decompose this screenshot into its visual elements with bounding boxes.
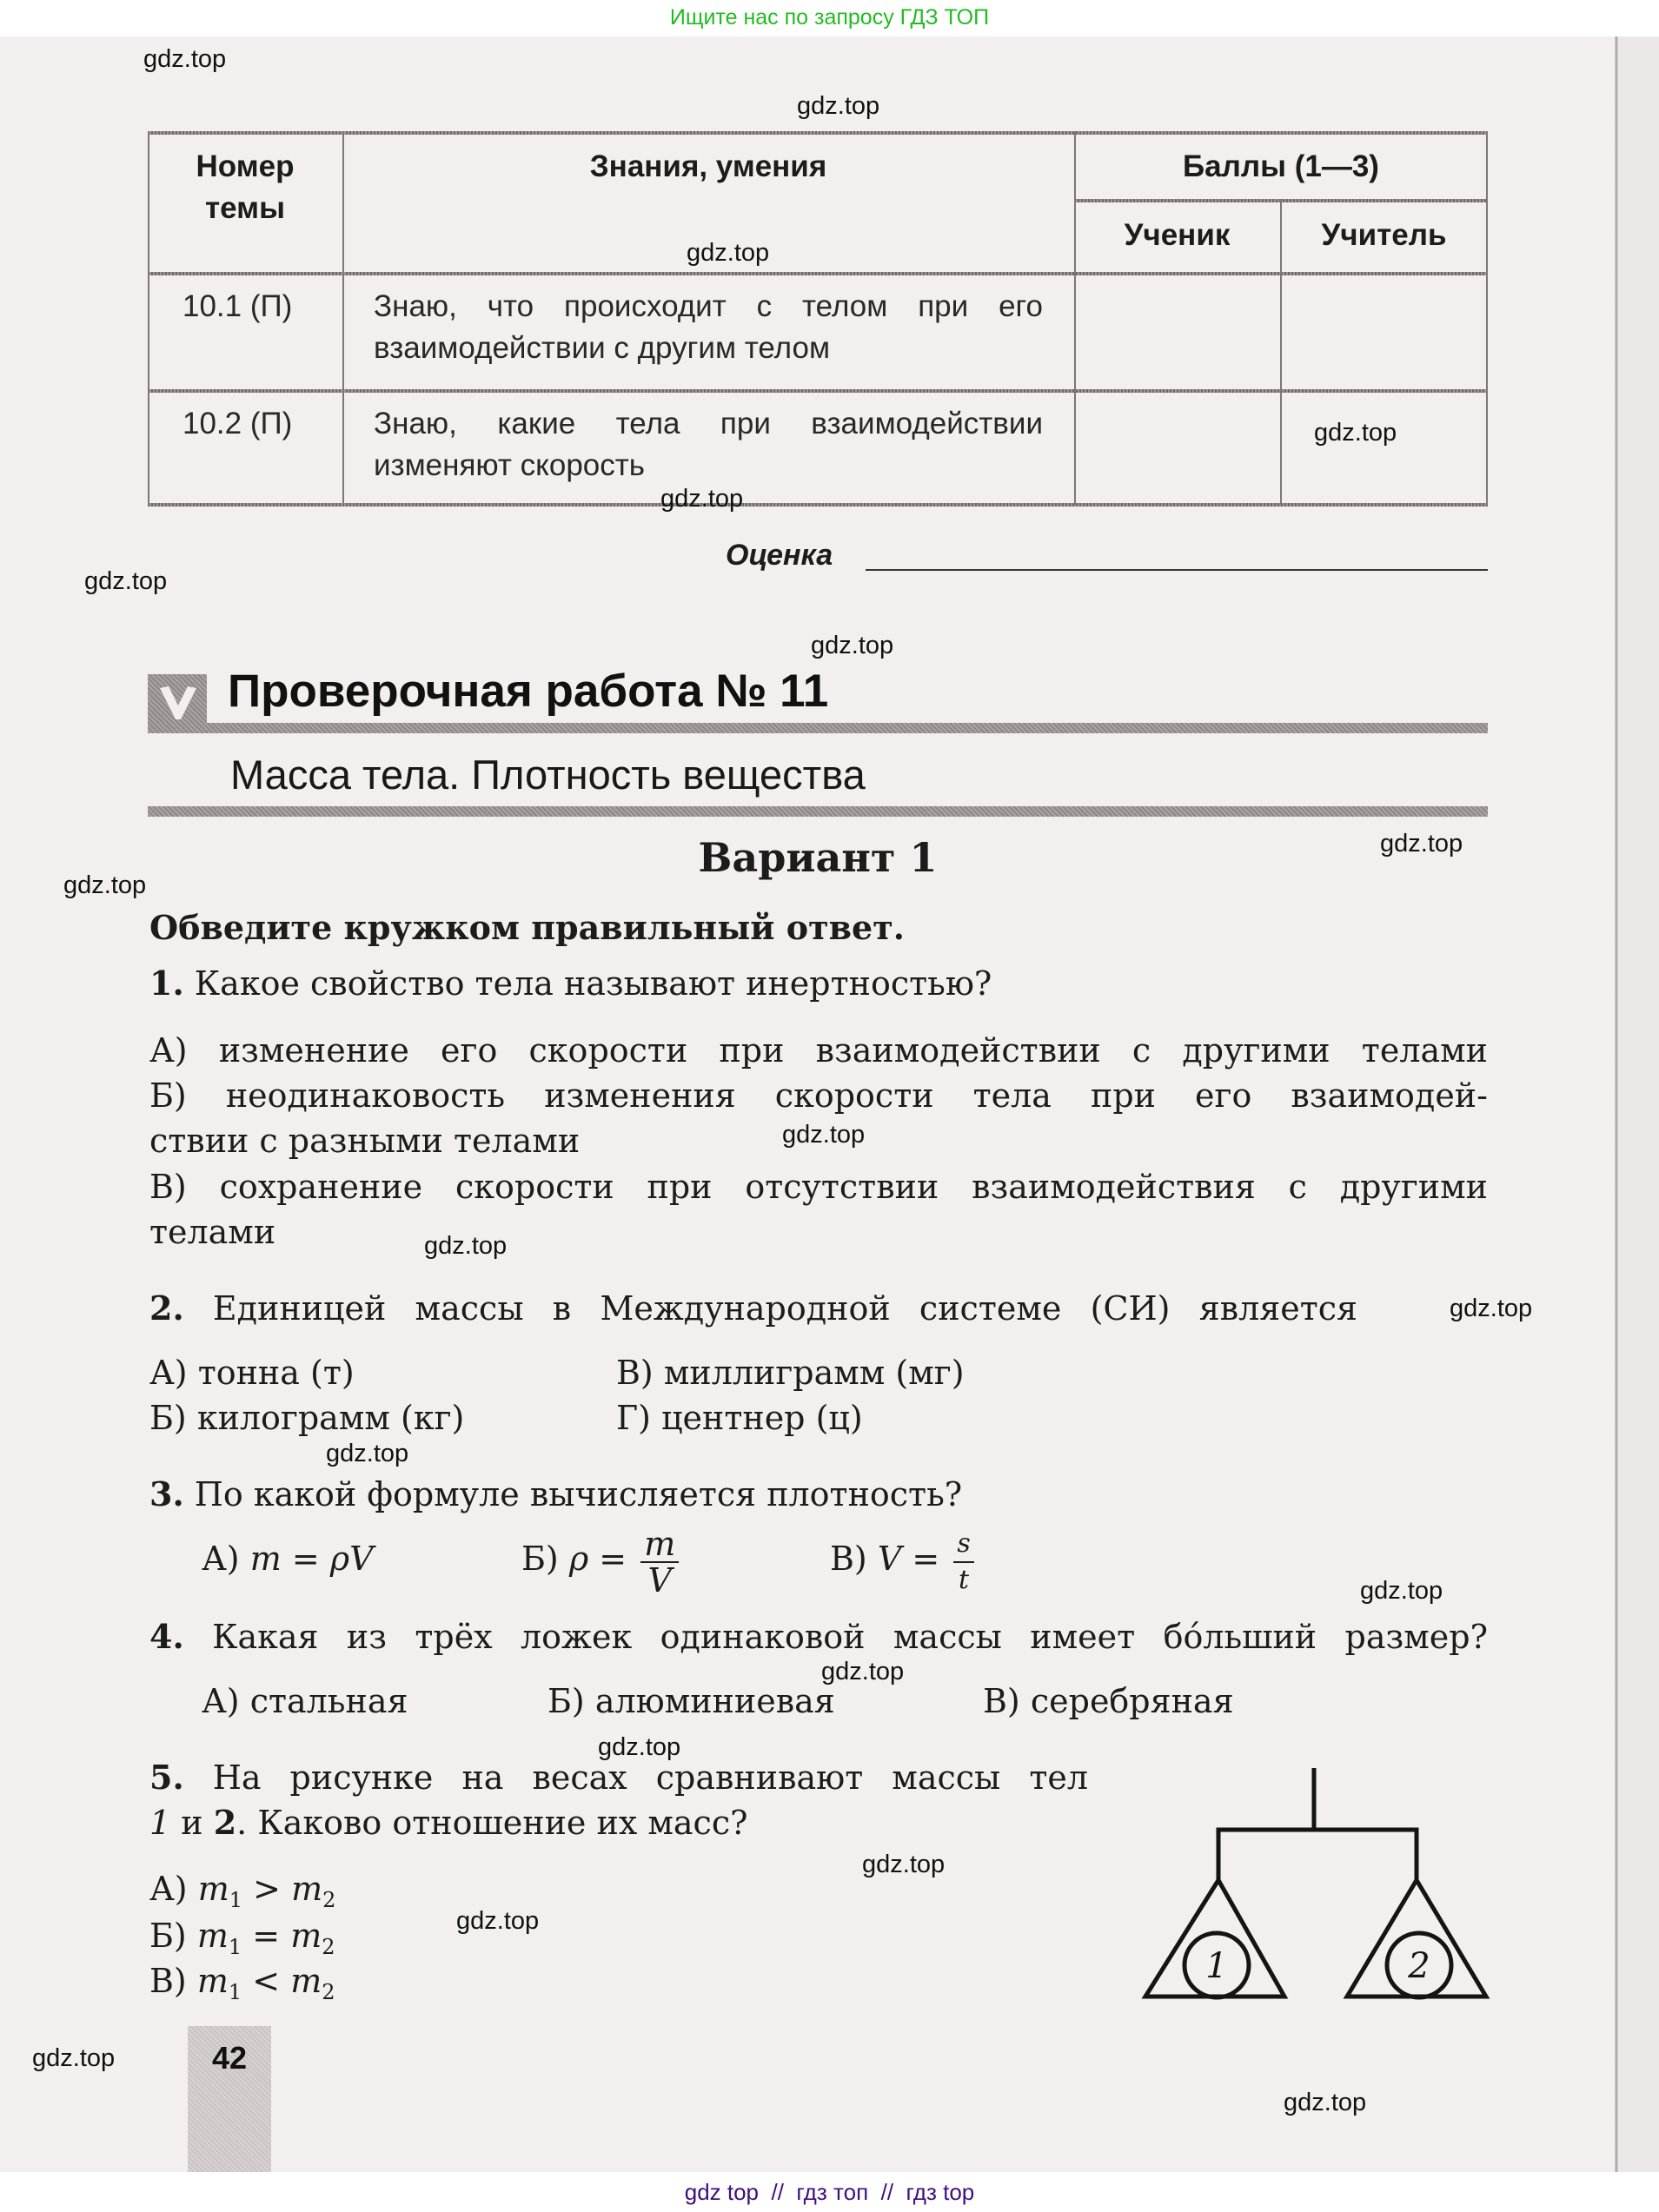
- option-text: миллиграмм (мг): [663, 1354, 965, 1392]
- footer-text[interactable]: gdz top // гдз топ // гдз top: [684, 2179, 975, 2205]
- title-underline-bar: [207, 723, 1488, 733]
- subscript: 2: [322, 1980, 335, 2004]
- formula-lhs: m: [249, 1540, 282, 1578]
- q1-option-b[interactable]: [149, 1073, 1488, 1118]
- watermark: gdz.top: [1360, 1577, 1443, 1605]
- denominator: V: [647, 1560, 672, 1599]
- q4-option-a[interactable]: [202, 1679, 408, 1724]
- option-text: центнер (ц): [661, 1399, 863, 1437]
- mass-symbol: m: [196, 1917, 229, 1955]
- option-label: Г): [616, 1399, 651, 1437]
- self-assessment-table: [148, 131, 1488, 505]
- option-label: Б): [149, 1399, 187, 1437]
- mass-symbol: m: [290, 1917, 322, 1955]
- header-teacher: Учитель: [1321, 218, 1447, 252]
- variant-heading: Вариант 1: [698, 834, 938, 881]
- banner-text[interactable]: Ищите нас по запросу ГДЗ ТОП: [669, 5, 990, 30]
- subscript: 1: [229, 1888, 243, 1912]
- row2-skill: [374, 403, 1052, 487]
- watermark: gdz.top: [424, 1232, 508, 1260]
- numerator: s: [953, 1527, 973, 1563]
- body-1-ref: 1: [149, 1804, 171, 1842]
- row1-skill-line2: взаимодействии с другим телом: [374, 331, 831, 365]
- relation-operator: <: [252, 1962, 281, 2000]
- option-label: Б): [547, 1682, 585, 1720]
- subscript: 1: [228, 1980, 242, 2004]
- watermark: gdz.top: [143, 45, 227, 73]
- conjunction: и: [181, 1804, 203, 1842]
- q2-option-d[interactable]: [616, 1395, 863, 1440]
- row2-teacher-score-cell[interactable]: [1282, 393, 1486, 503]
- row1-skill: [374, 286, 1052, 369]
- option-label: А): [149, 1870, 188, 1908]
- q2-option-b[interactable]: [149, 1395, 464, 1440]
- watermark: gdz.top: [63, 871, 147, 899]
- watermark: gdz.top: [1284, 2089, 1367, 2116]
- question-3: [149, 1472, 962, 1517]
- q4-option-c[interactable]: [983, 1679, 1234, 1724]
- watermark: gdz.top: [811, 632, 894, 659]
- header-skills: Знания, умения: [589, 149, 827, 183]
- question-5-number: 5.: [149, 1758, 184, 1797]
- fraction: [640, 1524, 679, 1599]
- table-border-top: [148, 131, 1488, 135]
- option-text: сохранение скорости при отсутствии взаимодействия с другими: [219, 1168, 1488, 1206]
- watermark: gdz.top: [821, 1658, 905, 1685]
- option-text: килограмм (кг): [196, 1399, 465, 1437]
- section-title: Проверочная работа № 11: [228, 666, 829, 717]
- question-4-number: 4.: [149, 1617, 184, 1656]
- q1-option-b-cont: ствии с разными телами: [149, 1122, 581, 1160]
- subscript: 1: [228, 1935, 242, 1959]
- header-student: Ученик: [1124, 218, 1231, 252]
- row1-teacher-score-cell[interactable]: [1282, 275, 1486, 389]
- question-1-text: Какое свойство тела называют инертностью?: [194, 964, 992, 1003]
- bottom-footer[interactable]: [0, 2172, 1659, 2212]
- header-topic-number: [148, 146, 342, 229]
- q1-option-a[interactable]: [149, 1028, 1488, 1073]
- q5-option-c[interactable]: [149, 1958, 335, 2015]
- q4-option-b[interactable]: [547, 1679, 835, 1724]
- watermark: gdz.top: [598, 1733, 681, 1761]
- formula-rhs: ρV: [329, 1540, 374, 1578]
- fraction: [953, 1527, 973, 1598]
- watermark: gdz.top: [326, 1440, 409, 1467]
- question-5-text: На рисунке на весах сравнивают массы тел: [212, 1758, 1088, 1797]
- header-topic-number-line1: Номер: [196, 149, 295, 183]
- question-3-number: 3.: [149, 1474, 184, 1513]
- option-label: В): [830, 1540, 867, 1578]
- top-banner[interactable]: [0, 0, 1659, 36]
- header-topic-number-line2: темы: [205, 191, 285, 225]
- watermark: gdz.top: [1450, 1295, 1533, 1322]
- option-text: изменение его скорости при взаимодействии с другими телами: [218, 1031, 1488, 1070]
- question-2-text: Единицей массы в Международной системе (СИ) является: [212, 1289, 1357, 1328]
- mass-symbol: m: [197, 1870, 229, 1908]
- question-3-text: По какой формуле вычисляется плотность?: [194, 1475, 963, 1513]
- option-label: В): [983, 1682, 1020, 1720]
- instruction: Обведите кружком правильный ответ.: [149, 908, 905, 947]
- watermark: gdz.top: [782, 1121, 866, 1149]
- watermark: gdz.top: [84, 567, 168, 595]
- question-2: [149, 1286, 1357, 1331]
- relation-operator: =: [252, 1917, 281, 1955]
- watermark: gdz.top: [862, 1851, 946, 1878]
- option-label: Б): [149, 1076, 187, 1115]
- option-text: стальная: [249, 1682, 408, 1720]
- watermark: gdz.top: [456, 1907, 540, 1935]
- watermark: gdz.top: [32, 2044, 116, 2072]
- option-text: алюминиевая: [594, 1682, 835, 1720]
- q3-option-b[interactable]: [521, 1520, 682, 1598]
- question-2-number: 2.: [149, 1288, 184, 1328]
- formula-eq: =: [912, 1540, 940, 1578]
- q1-option-c-cont: телами: [149, 1213, 276, 1251]
- mass-symbol: m: [290, 1962, 322, 2000]
- mass-symbol: m: [291, 1870, 323, 1908]
- q3-option-a[interactable]: [202, 1536, 374, 1581]
- formula-lhs: V: [877, 1540, 902, 1578]
- row1-student-score-cell[interactable]: [1076, 275, 1280, 389]
- formula-eq: =: [599, 1540, 627, 1578]
- row2-topic-number: 10.2 (П): [182, 407, 293, 440]
- page-right-margin: [1618, 36, 1659, 2172]
- watermark: gdz.top: [797, 92, 880, 120]
- option-label: Б): [149, 1917, 187, 1955]
- option-label: А): [202, 1682, 240, 1720]
- q2-option-c[interactable]: [616, 1350, 965, 1395]
- formula-lhs: ρ: [568, 1540, 589, 1578]
- grade-input-line[interactable]: [866, 569, 1488, 571]
- option-text: неодинаковость изменения скорости тела при его взаимодей-: [225, 1076, 1488, 1115]
- denominator: t: [959, 1564, 970, 1595]
- subtitle-underline-bar: [148, 806, 1488, 817]
- grade-label: Оценка: [726, 539, 833, 572]
- formula-eq: =: [291, 1540, 320, 1578]
- q2-option-a[interactable]: [149, 1350, 355, 1395]
- subscript: 2: [322, 1888, 336, 1912]
- option-label: В): [616, 1354, 654, 1392]
- header-points: Баллы (1—3): [1183, 149, 1379, 183]
- pan-left-label: 1: [1205, 1946, 1228, 1986]
- checkmark-icon: [156, 679, 200, 723]
- question-4: [149, 1614, 1488, 1659]
- q3-option-c[interactable]: [830, 1520, 978, 1598]
- option-label: А): [202, 1540, 240, 1578]
- question-1-number: 1.: [149, 964, 184, 1003]
- mass-symbol: m: [196, 1962, 229, 2000]
- balance-scale-figure: [1130, 1755, 1512, 2016]
- question-5-text-cont: . Каково отношение их масс?: [236, 1804, 748, 1842]
- option-label: Б): [521, 1540, 559, 1578]
- table-border-bottom: [148, 503, 1488, 507]
- pan-right-label: 2: [1408, 1946, 1430, 1986]
- question-1: [149, 961, 992, 1006]
- option-label: А): [149, 1354, 188, 1392]
- section-subtitle: Масса тела. Плотность вещества: [230, 752, 866, 798]
- option-label: А): [149, 1031, 188, 1070]
- numerator: m: [640, 1527, 679, 1563]
- body-2-ref: 2: [213, 1803, 237, 1842]
- watermark: gdz.top: [687, 239, 770, 267]
- question-4-text: Какая из трёх ложек одинаковой массы имеет бóльший размер?: [212, 1618, 1488, 1656]
- relation-operator: >: [253, 1870, 281, 1908]
- row1-skill-line1: Знаю, что происходит с телом при его: [374, 289, 1043, 323]
- option-label: В): [149, 1962, 187, 2000]
- q1-option-c[interactable]: [149, 1164, 1488, 1209]
- watermark: gdz.top: [1314, 419, 1397, 447]
- row2-skill-line2: изменяют скорость: [374, 448, 646, 482]
- row2-student-score-cell[interactable]: [1076, 393, 1280, 503]
- option-label: В): [149, 1168, 187, 1206]
- row2-skill-line1: Знаю, какие тела при взаимодействии: [374, 407, 1043, 440]
- option-text: серебряная: [1030, 1682, 1234, 1720]
- subscript: 2: [322, 1935, 335, 1959]
- watermark: gdz.top: [660, 485, 744, 513]
- option-text: тонна (т): [197, 1354, 355, 1392]
- page-number: 42: [211, 2040, 248, 2076]
- question-5-cont: [149, 1800, 748, 1845]
- row1-topic-number: 10.1 (П): [182, 289, 293, 323]
- watermark: gdz.top: [1380, 830, 1463, 858]
